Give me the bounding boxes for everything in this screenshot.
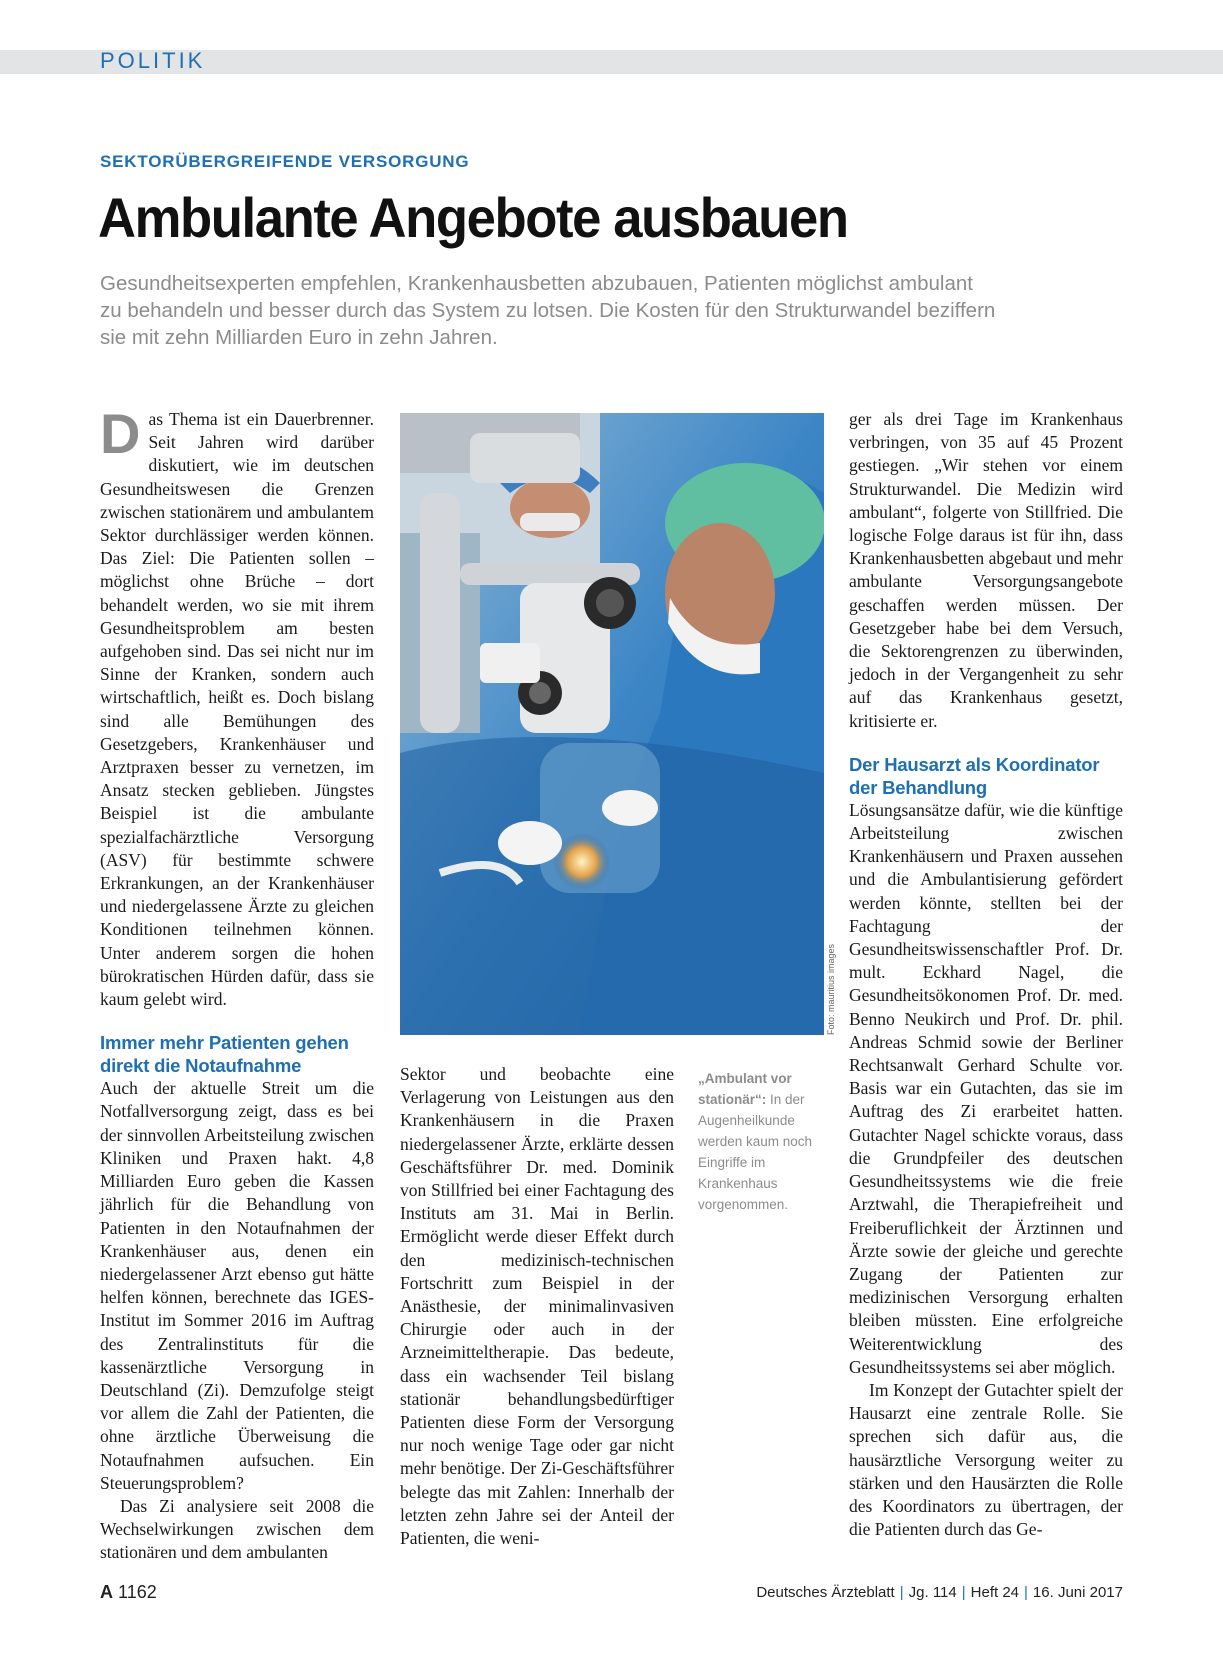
journal-date: 16. Juni 2017 — [1032, 1584, 1123, 1601]
article-headline: Ambulante Angebote ausbauen — [98, 186, 848, 249]
paragraph: ger als drei Tage im Krankenhaus verbringen, von 35 auf 45 Prozent gestiegen. „Wir stehen vor einem Strukturwandel. Die Medizin wird ambulant“, folgerte von Stillfried. Die logische Folge daraus ist für ihn, dass Krankenhausbetten abgebaut und mehr ambulante Versorgungsangebote geschaffen werden müssen. Der Gesetzgeber habe bei dem Versuch, die Sektorengrenzen zu überwinden, jedoch in der Vergangenheit zu sehr auf das Krankenhaus gesetzt, kritisierte er. — [849, 409, 1123, 731]
journal-name: Deutsches Ärzteblatt — [756, 1584, 895, 1601]
subhead-hausarzt: Der Hausarzt als Koordinator der Behandlung — [849, 753, 1100, 798]
article-subheadline: Gesundheitsexperten empfehlen, Krankenhausbetten abzubauen, Patienten möglichst ambulant zu behandeln und besser durch das System zu lotsen. Die Kosten für den Strukturwandel beziffern sie mit zehn Milliarden Euro in zehn Jahren. — [100, 272, 996, 349]
paragraph: Lösungsansätze dafür, wie die künftige Arbeitsteilung zwischen Krankenhäusern und Praxen aussehen und die Ambulantisierung gefördert werden könnte, stellten bei der Fachtagung der Gesundheitswissenschaftler Prof. Dr. mult. Eckhard Nagel, die Gesundheitsökonomen Prof. Dr. med. Benno Neukirch und Prof. Dr. phil. Andreas Schmid sowie der Berliner Rechtsanwalt Gerhard Schulte vor. Basis war ein Gutachten, das sie im Auftrag des Zi erarbeitet hatten. Gutachter Nagel schickte voraus, dass die Grundpfeiler des deutschen Gesundheitssystems wie die freie Arztwahl, die Therapiefreiheit und Freiberuflichkeit der Ärztinnen und Ärzte sowie der gleiche und gerechte Zugang der Patienten zur medizinischen Versorgung erhalten bleiben müssten. Eine erfolgreiche Weiterentwicklung des Gesundheitssystems sei aber möglich. — [849, 799, 1123, 1377]
separator: | — [1024, 1584, 1028, 1601]
journal-issue: Heft 24 — [970, 1584, 1020, 1601]
surgery-photo — [400, 413, 824, 1035]
separator: | — [961, 1584, 966, 1601]
paragraph — [100, 402, 374, 1011]
text-column-1 — [100, 402, 374, 1565]
caption-title: „Ambulant vor stationär“: — [698, 1071, 792, 1107]
photo-caption — [698, 1068, 836, 1215]
journal-info — [756, 1584, 1123, 1601]
section-label: POLITIK — [100, 48, 206, 73]
caption-text: In der Augenheilkunde werden kaum noch Eingriffe im Krankenhaus vorgenommen. — [698, 1092, 813, 1212]
photo-credit: Foto: mauritius images — [826, 943, 836, 1035]
paragraph: Auch der aktuelle Streit um die Notfallversorgung zeigt, dass es bei der sinnvollen Arbeitsteilung zwischen Kliniken und Praxen hakt. 4,8 Milliarden Euro geben die Kassen jährlich für die Behandlung von Patienten in den Notaufnahmen der Krankenhäuser aus, denen ein niedergelassener Arzt ebenso gut hätte helfen können, berechnete das IGES-Institut im Sommer 2016 im Auftrag des Zentralinstituts für die kassenärztliche Versorgung in Deutschland (Zi). Demzufolge steigt vor allem die Zahl der Patienten, die ohne ärztliche Überweisung die Notaufnahmen aufsuchen. Ein Steuerungsproblem? — [100, 1078, 374, 1493]
paragraph-text: as Thema ist ein Dauerbrenner. Seit Jahren wird darüber diskutiert, wie im deutschen Gesundheitswesen die Grenzen zwischen stationärem und ambulantem Sektor durchlässiger werden können. Das Ziel: Die Patienten sollen – möglichst ohne Brüche – dort behandelt werden, wo sie mit ihrem Gesundheitsproblem am besten aufgehoben sind. Das sei nicht nur im Sinne der Kranken, sondern auch wirtschaftlich, heißt es. Doch bislang sind alle Bemühungen des Gesetzgebers, Krankenhäuser und Arztpraxen besser zu vernetzen, im Ansatz stecken geblieben. Jüngstes Beispiel ist die ambulante spezialfachärztliche Versorgung (ASV) für bestimmte schwere Erkrankungen, an der Krankenhäuser und niedergelassene Ärzte zu gleichen Konditionen teilnehmen können. Unter anderem sorgen die hohen bürokratischen Hürden dafür, dass sie kaum gelebt wird. — [100, 409, 374, 1010]
journal-volume: Jg. 114 — [908, 1584, 957, 1601]
text-column-3 — [849, 408, 1123, 1541]
text-column-2 — [400, 1063, 674, 1550]
separator: | — [899, 1584, 904, 1601]
paragraph: Im Konzept der Gutachter spielt der Hausarzt eine zentrale Rolle. Sie sprechen sich dafür aus, die hausärztliche Versorgung weiter zu stärken und den Hausärzten die Rolle des Koordinators zu übertragen, der die Patienten durch das Ge- — [849, 1379, 1123, 1540]
page-number-value: 1162 — [118, 1582, 157, 1602]
page-number — [100, 1582, 157, 1603]
article-kicker: SEKTORÜBERGREIFENDE VERSORGUNG — [100, 152, 470, 171]
paragraph: Sektor und beobachte eine Verlagerung von Leistungen aus den Krankenhäusern in die Praxen niedergelassener Ärzte, erklärte dessen Geschäftsführer Dr. med. Dominik von Stillfried bei einer Fachtagung des Instituts am 31. Mai in Berlin. Ermöglicht werde dieser Effekt durch den medizinisch-technischen Fortschritt zum Beispiel in der Anästhesie, der minimalinvasiven Chirurgie oder auch in der Arzneimitteltherapie. Das bedeute, dass ein wachsender Teil bislang stationär behandlungsbedürftiger Patienten diese Form der Versorgung nur noch wenige Tage oder gar nicht mehr benötige. Der Zi-Geschäftsführer belegte das mit Zahlen: Innerhalb der letzten zehn Jahre sei der Anteil der Patienten, die weni- — [400, 1064, 674, 1549]
surgery-photo-illustration — [400, 413, 824, 1035]
page-prefix: A — [100, 1582, 113, 1602]
paragraph: Das Zi analysiere seit 2008 die Wechselwirkungen zwischen dem stationären und dem ambulanten — [100, 1495, 374, 1563]
subhead-notaufnahme: Immer mehr Patienten gehen direkt die Notaufnahme — [100, 1032, 349, 1077]
drop-cap: D — [100, 402, 141, 465]
